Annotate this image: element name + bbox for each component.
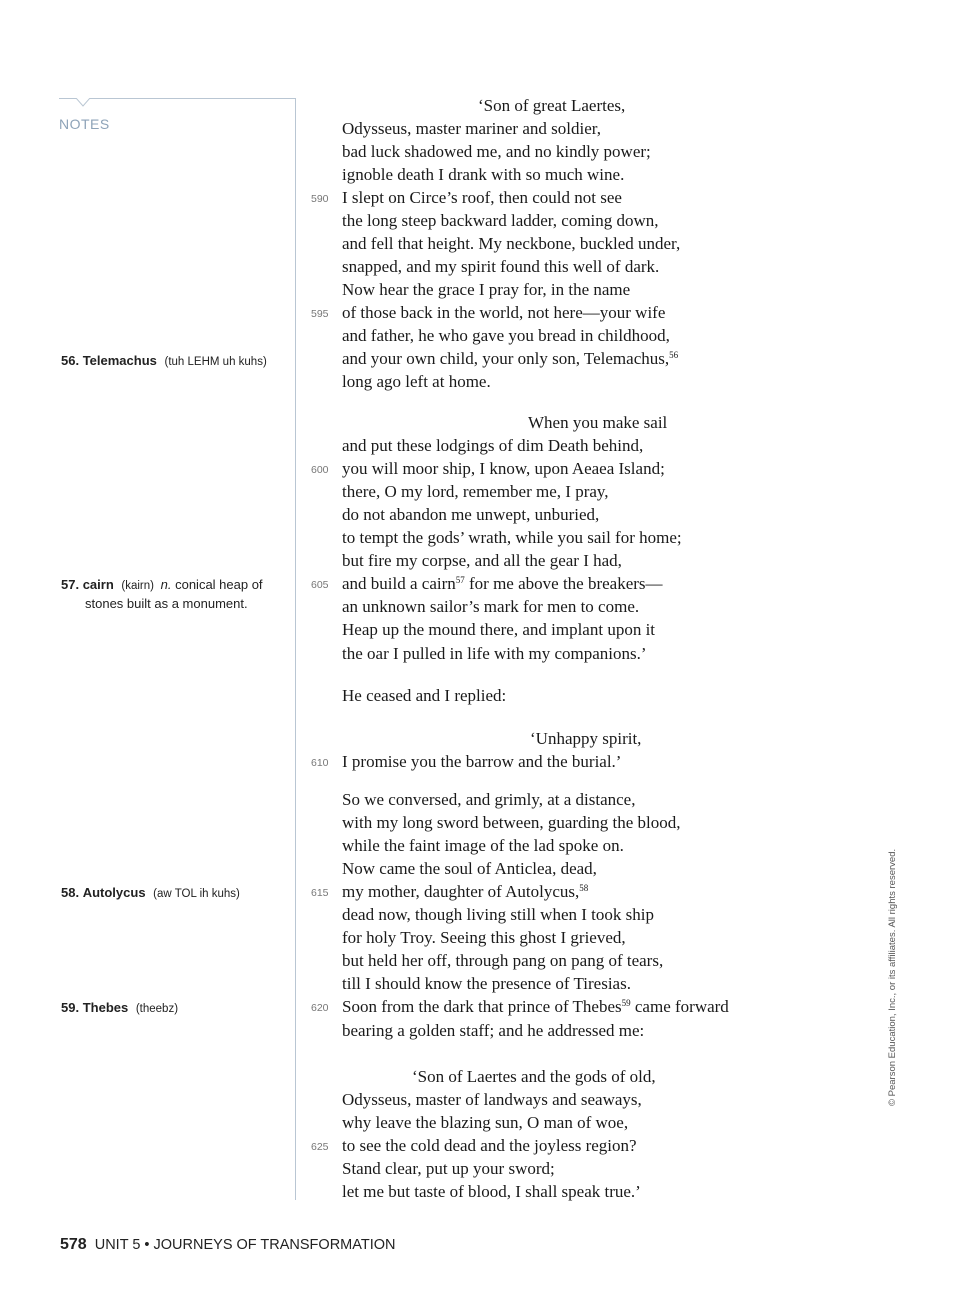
footnote-pronunciation: (theebz) <box>135 1003 179 1015</box>
poem-line: of those back in the world, not here—your wife <box>342 303 666 322</box>
footnote-term: Autolycus <box>82 885 146 900</box>
poem-line: but fire my corpse, and all the gear I had, <box>342 551 622 570</box>
line-number: 600 <box>311 464 329 476</box>
footnote-57: 57. cairn (kairn) n. conical heap of stones built as a monument. <box>61 576 291 613</box>
poem-line: the long steep backward ladder, coming down, <box>342 211 659 230</box>
poem-line: to see the cold dead and the joyless region? <box>342 1136 637 1155</box>
poem-line: why leave the blazing sun, O man of woe, <box>342 1113 629 1132</box>
poem-line: my mother, daughter of Autolycus,$^{58}$ <box>342 882 589 901</box>
footnote-part-of-speech: n. <box>160 577 172 592</box>
footnote-58: 58. Autolycus (aw TOL ih kuhs) <box>61 885 240 900</box>
footnote-ref[interactable]: 59 <box>621 998 631 1008</box>
notes-top-rule <box>59 98 296 99</box>
poem-line: for holy Troy. Seeing this ghost I grieved, <box>342 928 626 947</box>
poem-line: dead now, though living still when I took ship <box>342 905 654 924</box>
footnote-definition-cont: stones built as a monument. <box>85 596 248 611</box>
poem-line: there, O my lord, remember me, I pray, <box>342 482 609 501</box>
poem-line: but held her off, through pang on pang of tears, <box>342 951 664 970</box>
poem-line: Soon from the dark that prince of Thebes$^{59}$ came forward <box>342 997 729 1016</box>
line-number: 595 <box>311 308 329 320</box>
footnote-56: 56. Telemachus (tuh LEHM uh kuhs) <box>61 353 267 368</box>
footnote-term: cairn <box>82 577 114 592</box>
poem-line: ‘Son of great Laertes, <box>478 96 626 115</box>
footnote-ref[interactable]: 58 <box>579 883 589 893</box>
copyright-notice: © Pearson Education, Inc., or its affiliates. All rights reserved. <box>887 848 898 1106</box>
notes-tab-notch <box>76 98 90 107</box>
page-number: 578 <box>60 1236 87 1253</box>
footnote-definition: conical heap of <box>175 577 263 592</box>
poem-line: Heap up the mound there, and implant upon it <box>342 620 656 639</box>
poem-line: When you make sail <box>528 413 668 432</box>
poem-line: let me but taste of blood, I shall speak true.’ <box>342 1182 641 1201</box>
page-footer <box>60 1236 395 1254</box>
notes-heading: NOTES <box>59 116 110 132</box>
poem-line: ignoble death I drank with so much wine. <box>342 165 625 184</box>
poem-line: an unknown sailor’s mark for men to come. <box>342 597 640 616</box>
line-number: 590 <box>311 193 329 205</box>
line-number: 615 <box>311 887 329 899</box>
line-number: 620 <box>311 1002 329 1014</box>
poem-line: Stand clear, put up your sword; <box>342 1159 555 1178</box>
poem-line: you will moor ship, I know, upon Aeaea Island; <box>342 459 665 478</box>
poem-line: with my long sword between, guarding the blood, <box>342 813 681 832</box>
poem-line: and father, he who gave you bread in childhood, <box>342 326 670 345</box>
footnote-term: Telemachus <box>82 353 157 368</box>
footnote-pronunciation: (tuh LEHM uh kuhs) <box>164 356 267 368</box>
poem-line: till I should know the presence of Tiresias. <box>342 974 631 993</box>
poem-line: So we conversed, and grimly, at a distance, <box>342 790 636 809</box>
poem-line: Odysseus, master of landways and seaways, <box>342 1090 642 1109</box>
footnote-ref[interactable]: 57 <box>455 575 465 585</box>
poem-line: bearing a golden staff; and he addressed me: <box>342 1021 645 1040</box>
poem-line: ‘Unhappy spirit, <box>530 729 642 748</box>
poem-line: to tempt the gods’ wrath, while you sail for home; <box>342 528 682 547</box>
poem-line: and build a cairn$^{57}$ for me above the breakers— <box>342 574 663 593</box>
poem-line: bad luck shadowed me, and no kindly power; <box>342 142 651 161</box>
footnote-59: 59. Thebes (theebz) <box>61 1000 179 1015</box>
poem-line: while the faint image of the lad spoke on. <box>342 836 624 855</box>
poem-line: long ago left at home. <box>342 372 491 391</box>
poem-line: and fell that height. My neckbone, buckled under, <box>342 234 681 253</box>
line-number: 605 <box>311 579 329 591</box>
poem-line: and put these lodgings of dim Death behind, <box>342 436 644 455</box>
poem-line: I promise you the barrow and the burial.’ <box>342 752 622 771</box>
poem-line: Odysseus, master mariner and soldier, <box>342 119 601 138</box>
footnote-pronunciation: (kairn) <box>121 580 154 592</box>
unit-title: UNIT 5 • JOURNEYS OF TRANSFORMATION <box>94 1237 396 1253</box>
notes-side-rule <box>295 98 296 1200</box>
poem-line: He ceased and I replied: <box>342 686 507 705</box>
poem-line: and your own child, your only son, Telemachus,$^{56}$ <box>342 349 679 368</box>
poem-line: the oar I pulled in life with my companions.’ <box>342 644 647 663</box>
poem-line: Now hear the grace I pray for, in the name <box>342 280 631 299</box>
poem-line: Now came the soul of Anticlea, dead, <box>342 859 597 878</box>
poem-line: ‘Son of Laertes and the gods of old, <box>412 1067 656 1086</box>
footnote-ref[interactable]: 56 <box>669 350 679 360</box>
poem-line: snapped, and my spirit found this well of dark. <box>342 257 660 276</box>
footnote-pronunciation: (aw TOL ih kuhs) <box>153 888 240 900</box>
line-number: 625 <box>311 1141 329 1153</box>
footnote-term: Thebes <box>82 1000 129 1015</box>
poem-line: do not abandon me unwept, unburied, <box>342 505 600 524</box>
line-number: 610 <box>311 757 329 769</box>
poem-line: I slept on Circe’s roof, then could not see <box>342 188 622 207</box>
